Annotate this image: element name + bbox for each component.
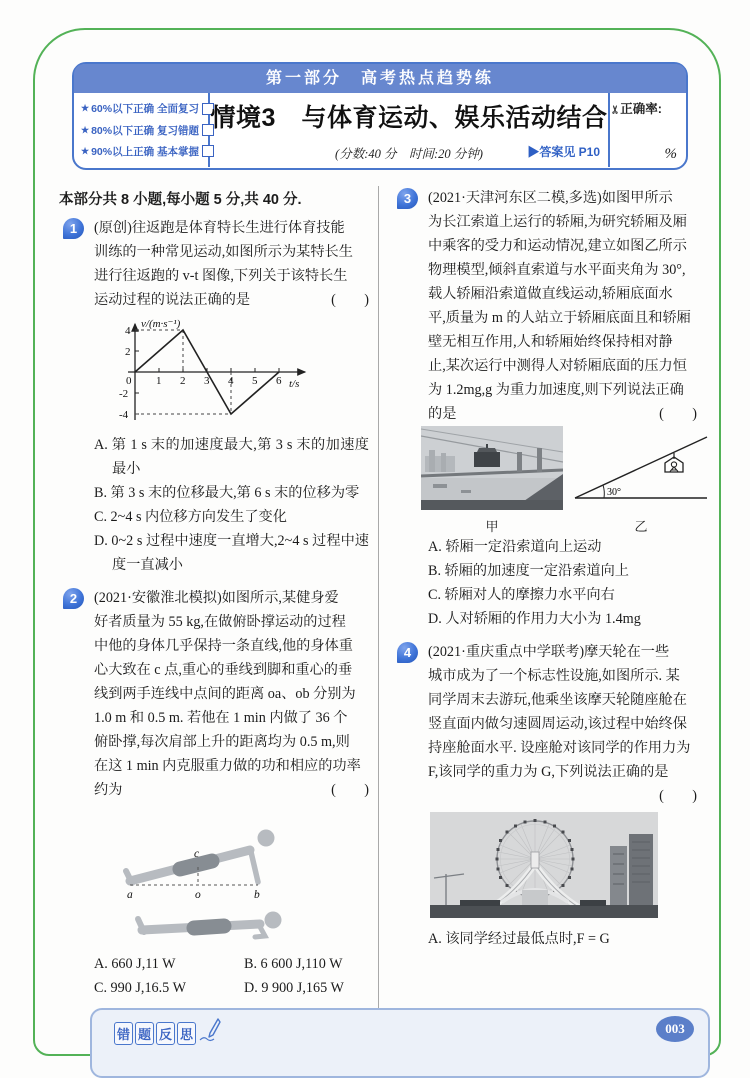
review-item-label: 80%以下正确 复习错题	[91, 124, 200, 137]
svg-text:o: o	[195, 889, 201, 901]
question-3	[391, 186, 697, 631]
part-title: 第一部分 高考热点趋势练	[74, 64, 686, 93]
reflection-title	[114, 1022, 224, 1045]
answer-reference: ▶答案见 P10	[527, 145, 600, 159]
pen-icon	[198, 1017, 224, 1043]
star-icon: ★	[81, 103, 90, 114]
section-intro: 本部分共 8 小题,每小题 5 分,共 40 分.	[59, 192, 302, 208]
answer-blank: ( )	[331, 782, 369, 798]
model-label: 乙	[634, 519, 648, 534]
percent-sign: %	[664, 146, 677, 162]
scene-header	[210, 93, 608, 167]
right-column	[379, 186, 697, 1009]
scissors-icon: ✂	[610, 104, 623, 115]
review-item-2	[81, 123, 206, 138]
accuracy-label: ✂正确率:	[610, 102, 662, 116]
pushup-figure	[112, 805, 369, 952]
svg-text:b: b	[254, 889, 260, 901]
question-2-stem: (2021·安徽淮北模拟)如图所示,某健身爱 好者质量为 55 kg,在做俯卧撑运动的过程 中他的身体几乎保持一条直线,他的身体重 心大致在 c 点,重心的垂线到脚和重心的垂 线到两手连线中点间的距离 oa、ob 分别为 1.0 m 和 0.5 m. 若他在 1 min 内做了 36 个 俯卧撑,每次肩部上升的距离均为 0.5 m,则 在这 1 min 内克服重力做的功和相应的功率 约为 ( )	[94, 586, 369, 802]
question-3-number: 3	[397, 188, 418, 209]
accuracy-panel	[608, 93, 686, 167]
svg-text:v/(m·s⁻¹): v/(m·s⁻¹)	[141, 318, 181, 330]
svg-text:30°: 30°	[607, 487, 621, 498]
left-column	[57, 186, 379, 1009]
svg-text:c: c	[194, 848, 200, 860]
svg-text:2: 2	[180, 375, 186, 387]
svg-text:t/s: t/s	[289, 378, 300, 390]
svg-text:4: 4	[125, 325, 131, 337]
question-4-number: 4	[397, 642, 418, 663]
main-content	[57, 186, 697, 1009]
vt-graph-figure	[105, 316, 369, 431]
ferris-wheel-photo	[430, 812, 658, 918]
question-3-stem: (2021·天津河东区二模,多选)如图甲所示 为长江索道上运行的轿厢,为研究轿厢及厢 中乘客的受力和运动情况,建立如图乙所示 物理模型,倾斜直索道与水平面夹角为 30°, 载人轿厢沿索道做直线运动,轿厢底面水 平,质量为 m 的人站立于轿厢底面且和轿厢 壁无相互作用,人和轿厢始终保持相对静 止,某次运行中测得人对轿厢底面的压力恒 为 1.2mg,g 为重力加速度,则下列说法正确 的是 ( )	[428, 186, 697, 426]
question-1-options: A. 第 1 s 末的加速度最大,第 3 s 末的加速度最小 B. 第 3 s 末的位移最大,第 6 s 末的位移为零 C. 2~4 s 内位移方向发生了变化 D. 0~2 s 过程中速度一直增大,2~4 s 过程中速度一直减小	[94, 437, 369, 573]
question-2	[57, 586, 369, 1000]
pushup-illustration	[112, 805, 327, 947]
star-icon: ★	[81, 145, 90, 156]
question-1-number: 1	[63, 218, 84, 239]
review-item-label: 90%以上正确 基本掌握	[91, 145, 200, 158]
photo-label: 甲	[485, 519, 499, 534]
svg-text:5: 5	[252, 375, 258, 387]
question-2-number: 2	[63, 588, 84, 609]
ferris-wheel-figure	[391, 812, 697, 923]
reflection-panel	[90, 1008, 710, 1078]
question-2-options: A. 660 J,11 W B. 6 600 J,110 W C. 990 J,16.5 W D. 9 900 J,165 W	[94, 956, 344, 996]
header-panel	[72, 62, 688, 170]
page-number-badge: 003	[656, 1016, 694, 1042]
svg-text:3: 3	[204, 375, 210, 387]
question-3-options: A. 轿厢一定沿索道向上运动 B. 轿厢的加速度一定沿索道向上 C. 轿厢对人的摩擦力水平向右 D. 人对轿厢的作用力大小为 1.4mg	[428, 539, 641, 627]
svg-text:-4: -4	[119, 409, 129, 421]
cableway-photo	[421, 426, 563, 510]
vt-graph	[105, 316, 323, 426]
question-4	[391, 640, 697, 951]
cableway-figures	[421, 426, 697, 535]
review-item-label: 60%以下正确 全面复习	[91, 103, 200, 116]
review-item-3	[81, 144, 206, 159]
scene-title: 情境3 与体育运动、娱乐活动结合	[210, 104, 608, 132]
answer-blank: ( )	[331, 292, 369, 308]
svg-text:0: 0	[126, 375, 132, 387]
question-4-stem: (2021·重庆重点中学联考)摩天轮在一些 城市成为了一个标志性设施,如图所示. 某 同学周末去游玩,他乘坐该摩天轮随座舱在 竖直面内做匀速圆周运动,该过程中始终保 持座舱面水平. 设座舱对该同学的作用力为 F,该同学的重力为 G,下列说法正确的是 ( )	[428, 640, 697, 808]
answer-blank: ( )	[659, 406, 697, 422]
star-icon: ★	[81, 124, 90, 135]
question-4-options: A. 该同学经过最低点时,F = G	[428, 931, 610, 947]
svg-text:2: 2	[125, 346, 131, 358]
svg-text:1: 1	[156, 375, 162, 387]
question-1-stem: (原创)往返跑是体育特长生进行体育技能 训练的一种常见运动,如图所示为某特长生 进行往返跑的 v-t 图像,下列关于该特长生 运动过程的说法正确的是 ( )	[94, 216, 369, 312]
svg-text:4: 4	[228, 375, 234, 387]
svg-text:6: 6	[276, 375, 282, 387]
review-item-1	[81, 101, 206, 116]
svg-text:-2: -2	[119, 388, 129, 400]
question-1	[57, 216, 369, 577]
incline-model-diagram	[571, 426, 711, 510]
reflection-label: 错 题 反 思	[114, 1022, 196, 1045]
answer-blank: ( )	[659, 788, 697, 804]
svg-text:a: a	[127, 889, 133, 901]
exam-meta: (分数:40 分 时间:20 分钟)	[335, 147, 483, 161]
self-review-panel	[74, 93, 210, 167]
